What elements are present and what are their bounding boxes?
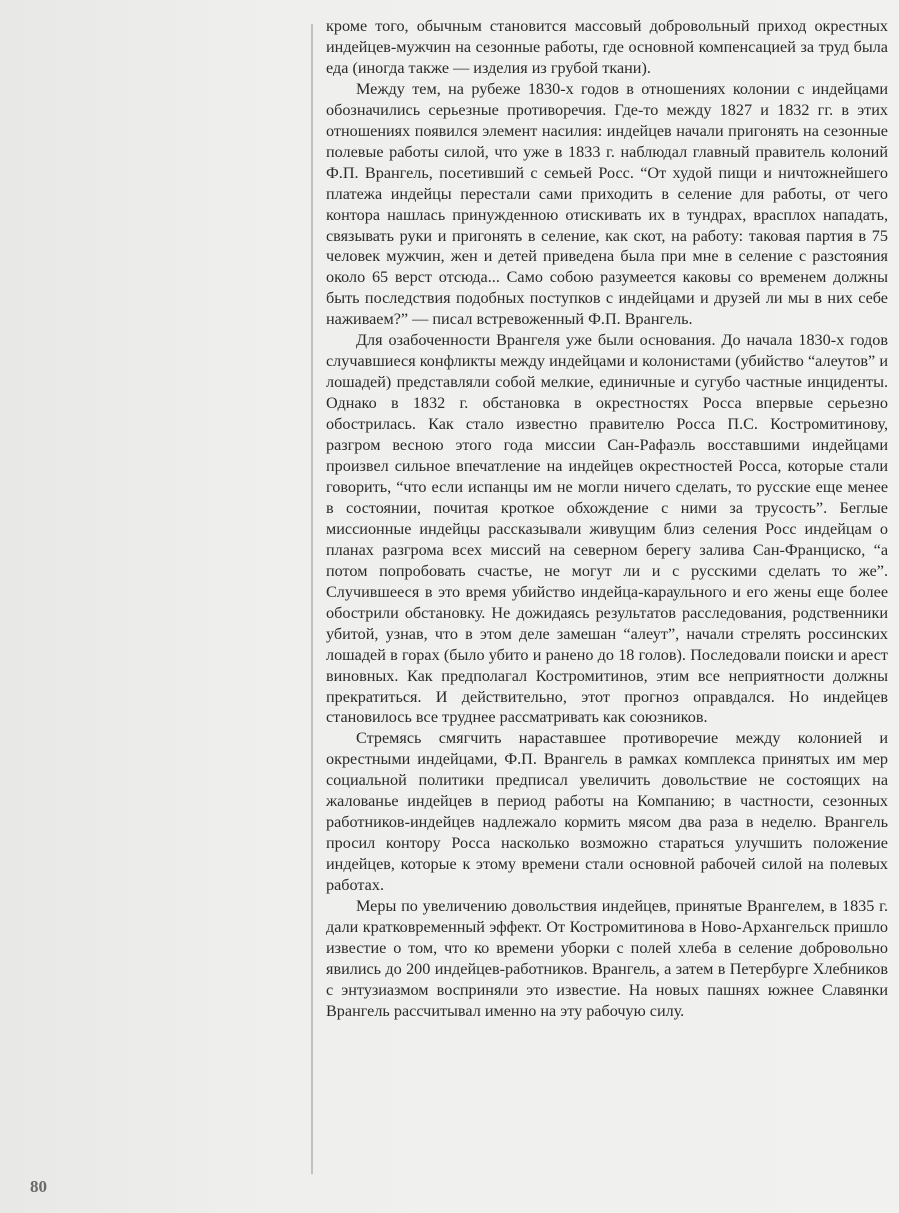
gutter-line bbox=[311, 24, 313, 1174]
paragraph-3: Для озабоченности Врангеля уже были основания. До начала 1830-х годов случавшиеся конфликты между индейцами и колонистами (убийство “алеутов” и лошадей) представляли собой мелкие, единичные и сугубо частные инциденты. Однако в 1832 г. обстановка в окрестностях Росса впервые серьезно обострилась. Как стало известно правителю Росса П.С. Костромитинову, разгром весною этого года миссии Сан-Рафаэль восставшими индейцами произвел сильное впечатление на индейцев окрестностей Росса, которые стали говорить, “что если испанцы им не могли ничего сделать, то русские еще менее в состоянии, почитая кроткое обхождение с ними за трусость”. Беглые миссионные индейцы рассказывали живущим близ селения Росс индейцам о планах разгрома всех миссий на северном берегу залива Сан-Франциско, “а потом попробовать счастье, не могут ли и с русскими сделать то же”. Случившееся в это время убийство индейца-караульного и его жены еще более обострили обстановку. Не дожидаясь результатов расследования, родственники убитой, узнав, что в этом деле замешан “алеут”, начали стрелять россинских лошадей в горах (было убито и ранено до 18 голов). Последовали поиски и арест виновных. Как предполагал Костромитинов, этим все неприятности должны прекратиться. И действительно, этот прогноз оправдался. Но индейцев становилось все труднее рассматривать как союзников. bbox=[326, 331, 888, 727]
paragraph-4: Стремясь смягчить нараставшее противоречие между колонией и окрестными индейцами, Ф.П. Врангель в рамках комплекса принятых им мер социальной политики предписал увеличить довольствие не состоящих на жалованье индейцев в период работы на Компанию; в частности, сезонных работников-индейцев надлежало кормить мясом два раза в неделю. Врангель просил контору Росса насколько возможно стараться улучшить положение индейцев, которые к этому времени стали основной рабочей силой на полевых работах. bbox=[326, 729, 888, 895]
page-number: 80 bbox=[30, 1177, 47, 1196]
text-column bbox=[326, 16, 888, 1022]
paragraph-2: Между тем, на рубеже 1830-х годов в отношениях колонии с индейцами обозначились серьезные противоречия. Где-то между 1827 и 1832 гг. в этих отношениях появился элемент насилия: индейцев начали пригонять на сезонные полевые работы силой, что уже в 1833 г. наблюдал главный правитель колоний Ф.П. Врангель, посетивший с семьей Росс. “От худой пищи и ничтожнейшего платежа индейцы перестали сами приходить в селение для работы, от чего контора нашлась принужденною отискивать их в тундрах, врасплох нападать, связывать руки и пригонять в селение, как скот, на работу: таковая партия в 75 человек мужчин, жен и детей приведена была при мне в селение с разстояния около 65 верст отсюда... Само собою разумеется каковы со временем должны быть последствия подобных поступков с индейцами и друзей ли мы в них себе наживаем?” — писал встревоженный Ф.П. Врангель. bbox=[326, 79, 888, 329]
paragraph-5: Меры по увеличению довольствия индейцев, принятые Врангелем, в 1835 г. дали кратковременный эффект. От Костромитинова в Ново-Архангельск пришло известие о том, что ко времени уборки с полей хлеба в селение добровольно явились до 200 индейцев-работников. Врангель, а затем в Петербурге Хлебников с энтузиазмом восприняли это известие. На новых пашнях южнее Славянки Врангель рассчитывал именно на эту рабочую силу. bbox=[326, 897, 888, 1020]
paragraph-1: кроме того, обычным становится массовый добровольный приход окрестных индейцев-мужчин на сезонные работы, где основной компенсацией за труд была еда (иногда также — изделия из грубой ткани). bbox=[326, 17, 888, 77]
